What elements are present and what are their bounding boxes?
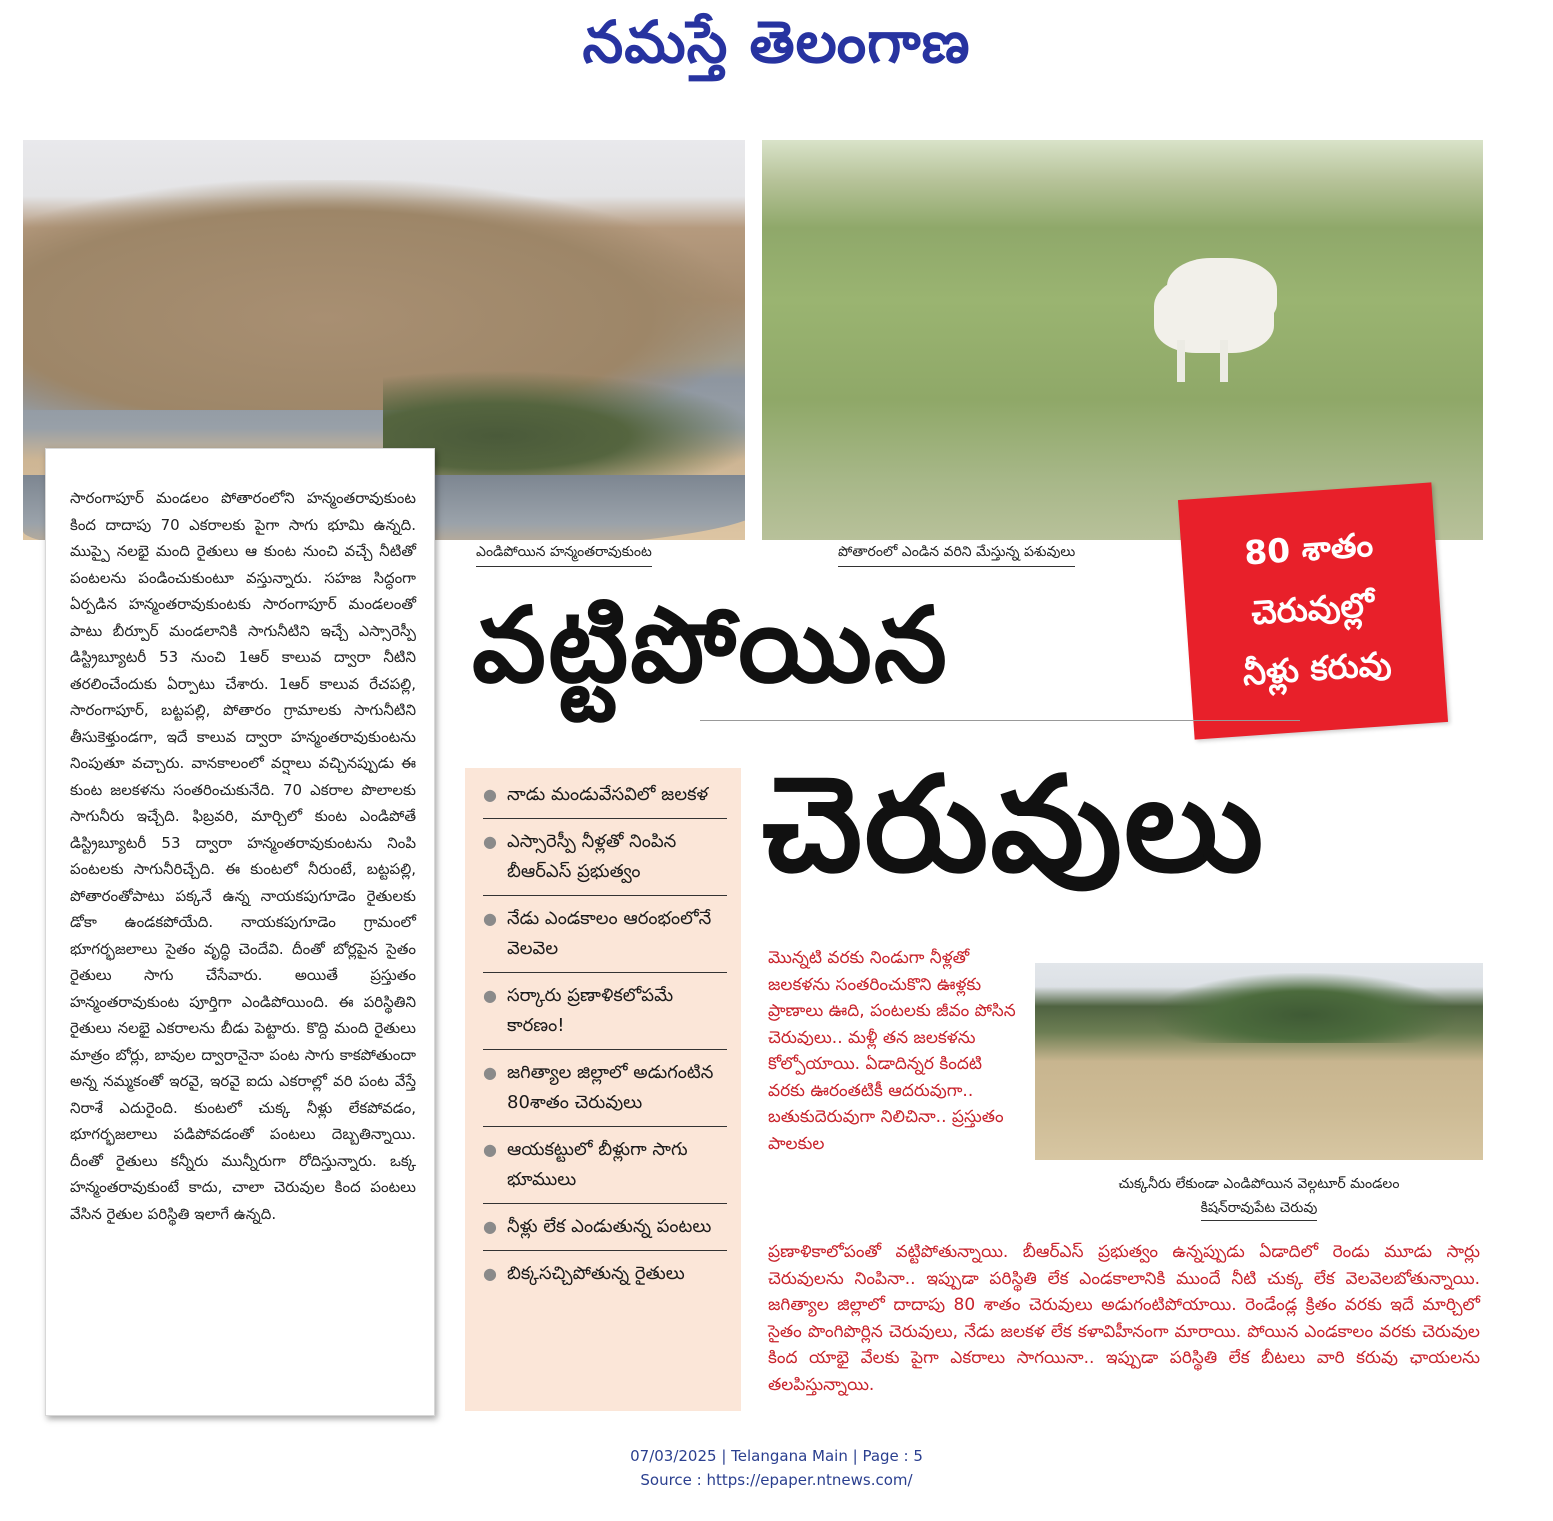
- bullet-icon: ●: [483, 909, 497, 928]
- highlight-text: సర్కారు ప్రణాళికలోపమే కారణం!: [507, 985, 674, 1036]
- masthead-logo: నమస్తే తెలంగాణ: [582, 8, 971, 76]
- highlight-item: [483, 780, 727, 819]
- highlight-text: బిక్కసచ్చిపోతున్న రైతులు: [507, 1263, 685, 1284]
- highlight-text: ఎస్సారెస్పీ నీళ్లతో నింపిన బీఆర్‌ఎస్ ప్రభుత్వం: [507, 831, 677, 882]
- field-photo: [762, 140, 1483, 540]
- highlights-list: [465, 768, 741, 1297]
- trees-shape: [383, 370, 745, 480]
- highlight-text: నాడు మండువేసవిలో జలకళ: [507, 784, 709, 805]
- bullet-icon: ●: [483, 1063, 497, 1082]
- highlight-item: [483, 827, 727, 896]
- badge-line-2: చెరువుల్లో: [1250, 584, 1376, 633]
- bullet-icon: ●: [483, 832, 497, 851]
- bullet-icon: ●: [483, 785, 497, 804]
- bullet-icon: ●: [483, 1140, 497, 1159]
- cow-shape: [1154, 275, 1274, 353]
- highlight-item: [483, 1259, 727, 1297]
- highlight-text: జగిత్యాల జిల్లాలో అడుగంటిన 80శాతం చెరువులు: [507, 1062, 714, 1113]
- highlight-item: [483, 1058, 727, 1127]
- field-photo-caption: పోతారంలో ఎండిన వరిని మేస్తున్న పశువులు: [838, 544, 1075, 567]
- highlight-item: [483, 904, 727, 973]
- bush-shape: [1155, 973, 1455, 1043]
- highlight-item: [483, 981, 727, 1050]
- cow-leg: [1177, 340, 1185, 382]
- bullet-icon: ●: [483, 986, 497, 1005]
- highlight-text: నేడు ఎండకాలం ఆరంభంలోనే వెలవెల: [507, 908, 712, 959]
- left-article-text: సారంగాపూర్ మండలం పోతారంలోని హన్మంతరావుకుంట కింద దాదాపు 70 ఎకరాలకు పైగా సాగు భూమి ఉన్నది. ముప్పై నలభై మంది రైతులు ఆ కుంట నుంచి వచ్చే నీటితో పంటలను పండించుకుంటూ వస్తున్నారు. సహజ సిద్ధంగా ఏర్పడిన హన్మంతరావుకుంటకు సారంగాపూర్ మండలంతో పాటు బీర్పూర్ మండలానికి సాగునీటిని ఇచ్చే ఎస్సారెస్పీ డిస్ట్రిబ్యూటరీ 53 నుంచి 1ఆర్ కాలువ ద్వారా నీటిని తరలించేందుకు ఏర్పాటు చేశారు. 1ఆర్ కాలువ రేచపల్లి, సారంగాపూర్, బట్టపల్లి, పోతారం గ్రామాలకు సాగునీటిని తీసుకెళ్తుండగా, ఇదే కాలువ ద్వారా హన్మంతరావుకుంటను నింపుతూ వచ్చారు. వానకాలంలో వర్షాలు వచ్చినప్పుడు ఈ కుంట జలకళను సంతరించుకునేది. 70 ఎకరాల పొలాలకు సాగునీరు ఇచ్చేది. ఫిబ్రవరి, మార్చిలో కుంట ఎండిపోతే డిస్ట్రిబ్యూటరీ 53 ద్వారా హన్మంతరావుకుంటను నింపి పంటలకు సాగునీరిచ్చేది. ఈ కుంటలో నీరుంటే, బట్టపల్లి, పోతారంతోపాటు పక్కనే ఉన్న నాయకపుగూడెం రైతులకు డోకా ఉండకపోయేది. నాయకపుగూడెం గ్రామంలో భూగర్భజలాలు సైతం వృద్ధి చెందేవి. దీంతో బోర్లపైన సైతం రైతులు సాగు చేసేవారు. అయితే ప్రస్తుతం హన్మంతరావుకుంట పూర్తిగా ఎండిపోయింది. ఈ పరిస్థితిని రైతులు నలభై ఎకరాలను బీడు పెట్టారు. కొద్ది మంది రైతులు మాత్రం బోర్లు, బావుల ద్వారానైనా పంట సాగు కాకపోతుందా అన్న నమ్మకంతో ఇరవై, ఇరవై ఐదు ఎకరాల్లో వరి పంట వేస్తే నిరాశే ఎదురైంది. కుంటలో చుక్క నీళ్లు లేకపోవడం, భూగర్భజలాలు పడిపోవడంతో పంటలు దెబ్బతిన్నాయి. దీంతో రైతులు కన్నీరు మున్నీరుగా రోదిస్తున్నారు. ఒక్క హన్మంతరావుకుంటే కాదు, చాలా చెరువుల కింద పంటలు వేసిన రైతుల పరిస్థితి ఇలాగే ఉన్నది.: [70, 489, 416, 1223]
- left-article-column: [45, 448, 435, 1416]
- headline-line-2: చెరువులు: [762, 748, 1266, 902]
- pond-photo: [1035, 963, 1483, 1160]
- badge-line-3: నీళ్లు కరువు: [1241, 643, 1393, 693]
- highlight-item: [483, 1212, 727, 1251]
- bullet-icon: ●: [483, 1264, 497, 1283]
- red-intro-text: మొన్నటి వరకు నిండుగా నీళ్లతో జలకళను సంతరించుకొని ఊళ్లకు ప్రాణాలు ఊది, పంటలకు జీవం పోసిన చెరువులు.. మళ్లీ తన జలకళను కోల్పోయాయి. ఏడాదిన్నర కిందటి వరకు ఊరంతటికీ ఆదరువుగా.. బతుకుదెరువుగా నిలిచినా.. ప్రస్తుతం పాలకుల: [768, 948, 1016, 1154]
- cow-leg: [1220, 340, 1228, 382]
- footer-date-page: 07/03/2025 | Telangana Main | Page : 5: [630, 1447, 923, 1465]
- footer-source: Source : https://epaper.ntnews.com/: [640, 1471, 913, 1489]
- red-badge: [1178, 482, 1448, 739]
- badge-line-1: 80 శాతం: [1242, 524, 1375, 573]
- lake-photo-caption: ఎండిపోయిన హన్మంతరావుకుంట: [476, 544, 652, 567]
- red-body-text: ప్రణాళికాలోపంతో వట్టిపోతున్నాయి. బీఆర్‌ఎస్ ప్రభుత్వం ఉన్నప్పుడు ఏడాదిలో రెండు మూడు సార్లు చెరువులను నింపినా.. ఇప్పుడా పరిస్థితి లేక ఎండకాలానికి ముందే నీటి చుక్క లేక వెలవెలబోతున్నాయి. జగిత్యాల జిల్లాలో దాదాపు 80 శాతం చెరువులు అడుగంటిపోయాయి. రెండేండ్ల క్రితం వరకు ఇదే మార్చిలో సైతం పొంగిపొర్లిన చెరువులు, నేడు జలకళ లేక కళావిహీనంగా మారాయి. పోయిన ఎండకాలం వరకు చెరువుల కింద యాభై వేలకు పైగా ఎకరాలు సాగయినా.. ఇప్పుడా పరిస్థితి లేక బీటలు వారి కరువు ఛాయలను తలపిస్తున్నాయి.: [768, 1242, 1480, 1395]
- footer: [0, 1444, 1553, 1492]
- bullet-icon: ●: [483, 1217, 497, 1236]
- pond-caption-line-2: కిషన్‌రావుపేట చెరువు: [1201, 1196, 1318, 1221]
- pond-caption-line-1: చుక్కనీరు లేకుండా ఎండిపోయిన వెల్గటూర్ మండలం: [1118, 1176, 1400, 1192]
- highlight-text: నీళ్లు లేక ఎండుతున్న పంటలు: [507, 1216, 712, 1237]
- highlight-item: [483, 1135, 727, 1204]
- headline-divider: [700, 720, 1300, 721]
- headline-line-1: వట్టిపోయిన: [472, 584, 949, 706]
- highlight-text: ఆయకట్టులో బీళ్లుగా సాగు భూములు: [507, 1139, 688, 1190]
- highlights-box: [465, 768, 741, 1411]
- pond-photo-caption: [1035, 1172, 1483, 1221]
